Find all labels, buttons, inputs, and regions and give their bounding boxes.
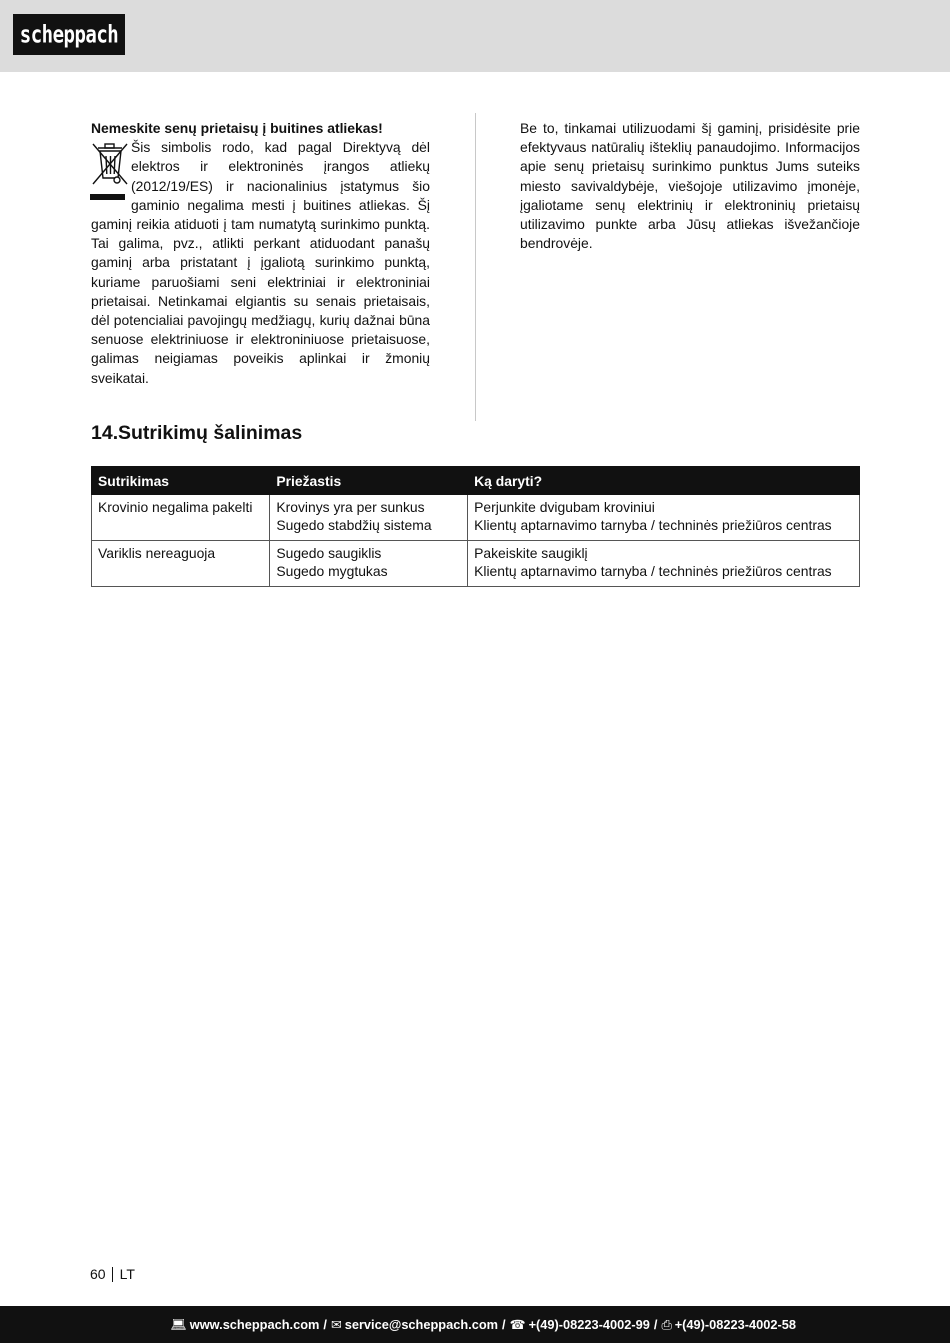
action-line: Klientų aptarnavimo tarnyba / techninės priežiūros centras [474,516,832,533]
scheppach-logo: scheppach [13,14,125,55]
cause-line: Krovinys yra per sunkus [276,499,425,515]
page-language: LT [119,1266,135,1282]
fault-cell: Variklis nereaguoja [92,541,270,587]
left-column [91,119,430,388]
fax-icon: ⎙ [661,1316,672,1332]
page-number-separator [112,1267,113,1282]
footer-phone: +(49)-08223-4002-99 [528,1317,650,1332]
cause-cell [270,541,468,587]
laptop-icon: 💻︎ [170,1316,187,1332]
page-header [0,0,950,72]
envelope-icon: ✉ [330,1316,342,1332]
recycling-paragraph: Be to, tinkamai utilizuodami šį gaminį, prisidėsite prie efektyvaus natūralių išteklių panaudojimo. Informacijos apie senų prietaisų surinkimo punktus Jums suteiks miesto savivaldybėje, viešojoje utilizavimo įmonėje, įgaliotame senų elektrinių ir elektroninių prietaisų utilizavimo punkte arba Jūsų atliekas išvežančioje bendrovėje. [520,120,860,252]
table-header-row [92,467,860,495]
cause-line: Sugedo saugiklis [276,545,382,561]
section-heading [91,420,302,446]
footer-separator: / [653,1317,658,1332]
telephone-icon: ☎ [509,1316,526,1332]
cause-cell [270,495,468,541]
action-line: Perjunkite dvigubam kroviniui [474,499,655,515]
table-row [92,495,860,541]
table-row [92,541,860,587]
disposal-paragraph: Šis simbolis rodo, kad pagal Direktyvą dėl elektros ir elektroninės įrangos atliekų (2012/19/ES) ir nacionalinius įstatymus šio gaminio negalima mesti į buitines atliekas. Šį gaminį reikia atiduoti į tam numatytą surinkimo punktą. Tai galima, pvz., atlikti perkant atiduodant panašų gaminį arba pristatant į įgaliotą surinkimo punktą, kuriame paruošiami seni elektriniai ir elektroniniai prietaisai. Netinkamai elgiantis su senais prietaisais, dėl potencialiai pavojingų medžiagų, kurių dažnai būna senuose elektriniuose ir elektroniniuose prietaisuose, galimas neigiamas poveikis aplinkai ir žmonių sveikatai. [91,139,430,386]
header-cause: Priežastis [270,467,468,495]
footer-separator: / [502,1317,506,1332]
section-number: 14. [91,422,119,444]
cause-line: Sugedo mygtukas [276,562,388,579]
section-title: Sutrikimų šalinimas [118,422,303,444]
footer-website[interactable]: www.scheppach.com [189,1317,320,1332]
right-column [520,119,860,253]
action-cell [468,541,860,587]
crossed-out-wheelie-bin-icon [90,140,129,208]
disposal-heading: Nemeskite senų prietaisų į buitines atliekas! [91,120,383,136]
troubleshooting-table [91,466,860,587]
action-line: Pakeiskite saugiklį [474,545,588,561]
column-divider [475,113,476,421]
header-fault: Sutrikimas [92,467,270,495]
footer-email[interactable]: service@scheppach.com [344,1317,499,1332]
page-footer [0,1306,950,1343]
action-line: Klientų aptarnavimo tarnyba / techninės priežiūros centras [474,562,832,579]
page-number [90,1265,135,1283]
fault-cell: Krovinio negalima pakelti [92,495,270,541]
page-number-value: 60 [90,1266,106,1282]
footer-fax: +(49)-08223-4002-58 [674,1317,796,1332]
action-cell [468,495,860,541]
cause-line: Sugedo stabdžių sistema [276,516,432,533]
header-action: Ką daryti? [468,467,860,495]
footer-separator: / [323,1317,327,1332]
